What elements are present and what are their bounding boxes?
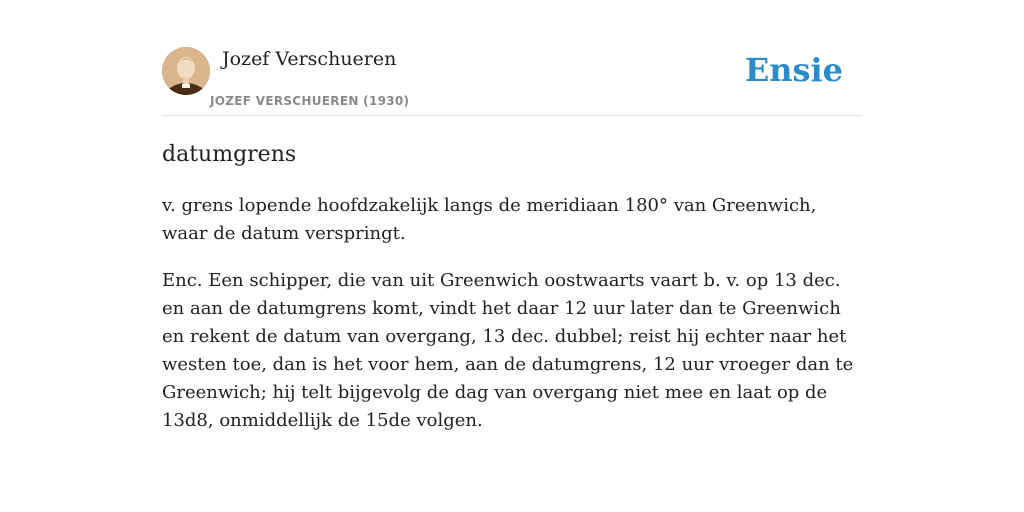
definition-paragraph: v. grens lopende hoofdzakelijk langs de meridiaan 180° van Greenwich, waar de datum verspringt.	[162, 195, 817, 244]
author-source: JOZEF VERSCHUEREN (1930)	[210, 94, 410, 108]
brand-logo[interactable]: Ensie	[744, 51, 843, 89]
avatar[interactable]	[162, 47, 210, 95]
author-name[interactable]: Jozef Verschueren	[222, 48, 397, 70]
header	[162, 46, 862, 116]
author-portrait-icon	[162, 47, 210, 95]
encyclopedia-paragraph: Enc. Een schipper, die van uit Greenwich oostwaarts vaart b. v. op 13 dec. en aan de datumgrens komt, vindt het daar 12 uur later dan te Greenwich en rekent de datum van overgang, 13 dec. dubbel; reist hij echter naar het westen toe, dan is het voor hem, aan de datumgrens, 12 uur vroeger dan te Greenwich; hij telt bijgevolg de dag van overgang niet mee en laat op de 13d8, onmiddellijk de 15de volgen.	[162, 270, 854, 431]
entry-title: datumgrens	[162, 142, 297, 167]
